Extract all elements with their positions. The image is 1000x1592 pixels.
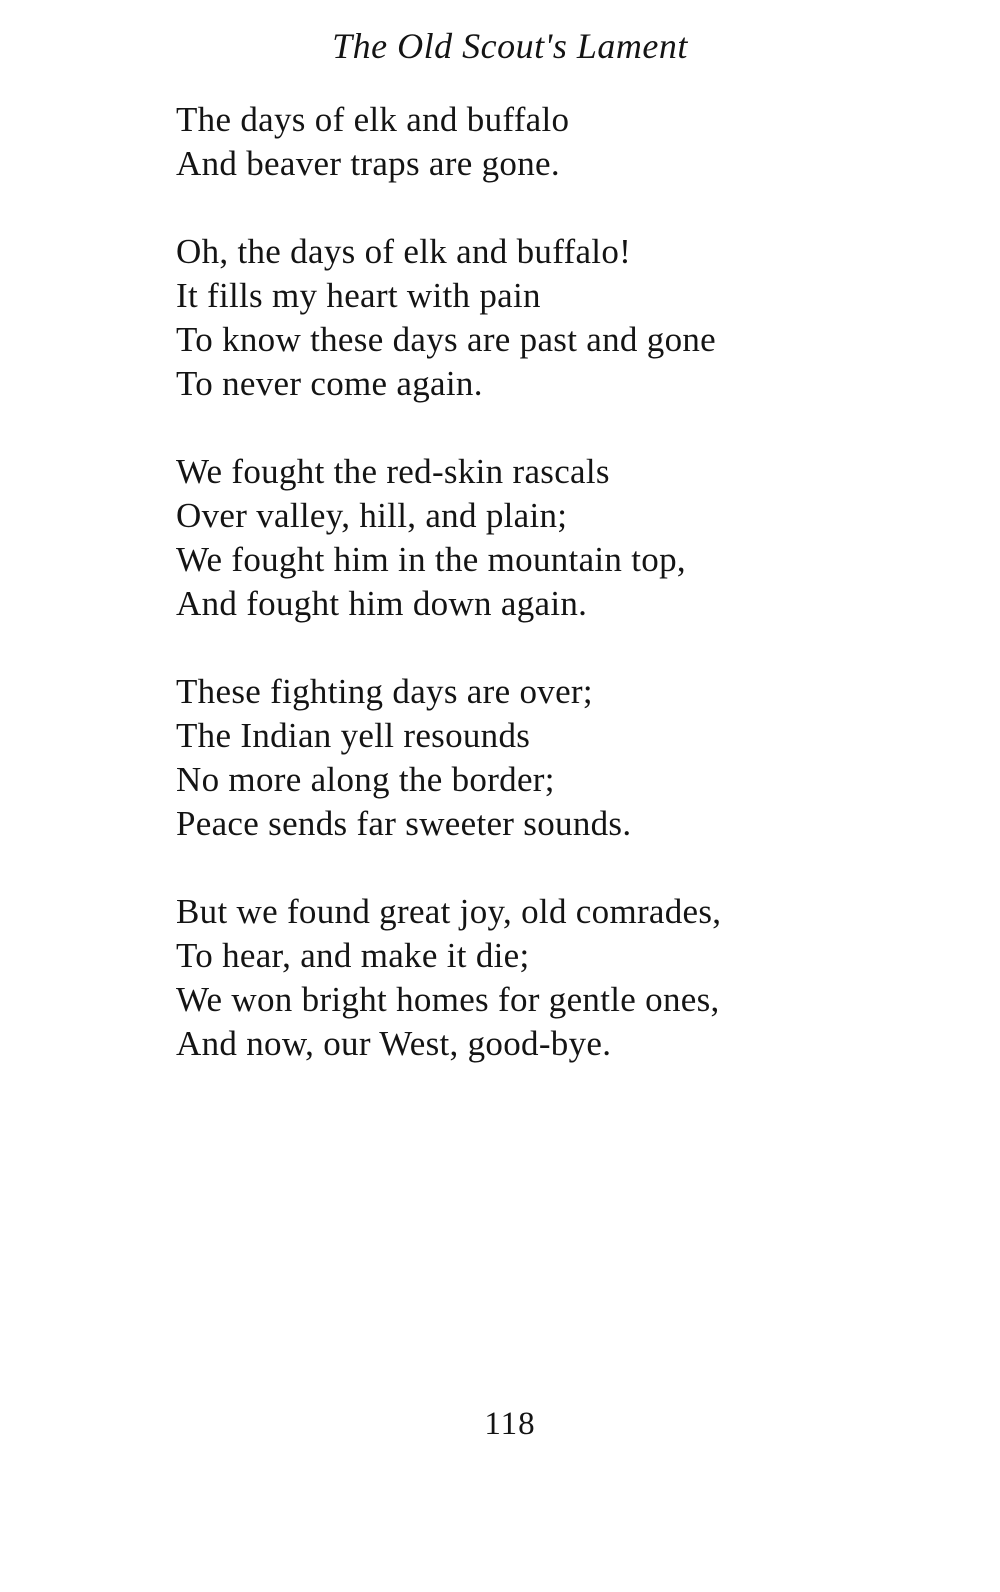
poem-line: And fought him down again. [176,584,588,623]
running-title: The Old Scout's Lament [332,26,688,66]
poem-line: But we found great joy, old comrades, [176,892,722,931]
stanza-1 [176,98,876,186]
poem-line: And beaver traps are gone. [176,144,560,183]
poem-line: We fought the red-skin rascals [176,452,610,491]
poem-line: And now, our West, good-bye. [176,1024,612,1063]
page-number: 118 [484,1406,536,1442]
poem-line: No more along the border; [176,760,555,799]
poem-line: To hear, and make it die; [176,936,530,975]
poem-body [176,98,876,1110]
poem-line: To never come again. [176,364,483,403]
poem-line: We fought him in the mountain top, [176,540,686,579]
stanza-5 [176,890,876,1066]
stanza-2 [176,230,876,406]
poem-line: Over valley, hill, and plain; [176,496,568,535]
poem-line: The days of elk and buffalo [176,100,570,139]
poem-line: To know these days are past and gone [176,320,717,359]
poem-line: It fills my heart with pain [176,276,541,315]
stanza-4 [176,670,876,846]
poem-line: Oh, the days of elk and buffalo! [176,232,632,271]
poem-line: These fighting days are over; [176,672,593,711]
poem-line: The Indian yell resounds [176,716,531,755]
poem-line: Peace sends far sweeter sounds. [176,804,632,843]
stanza-3 [176,450,876,626]
poem-line: We won bright homes for gentle ones, [176,980,720,1019]
